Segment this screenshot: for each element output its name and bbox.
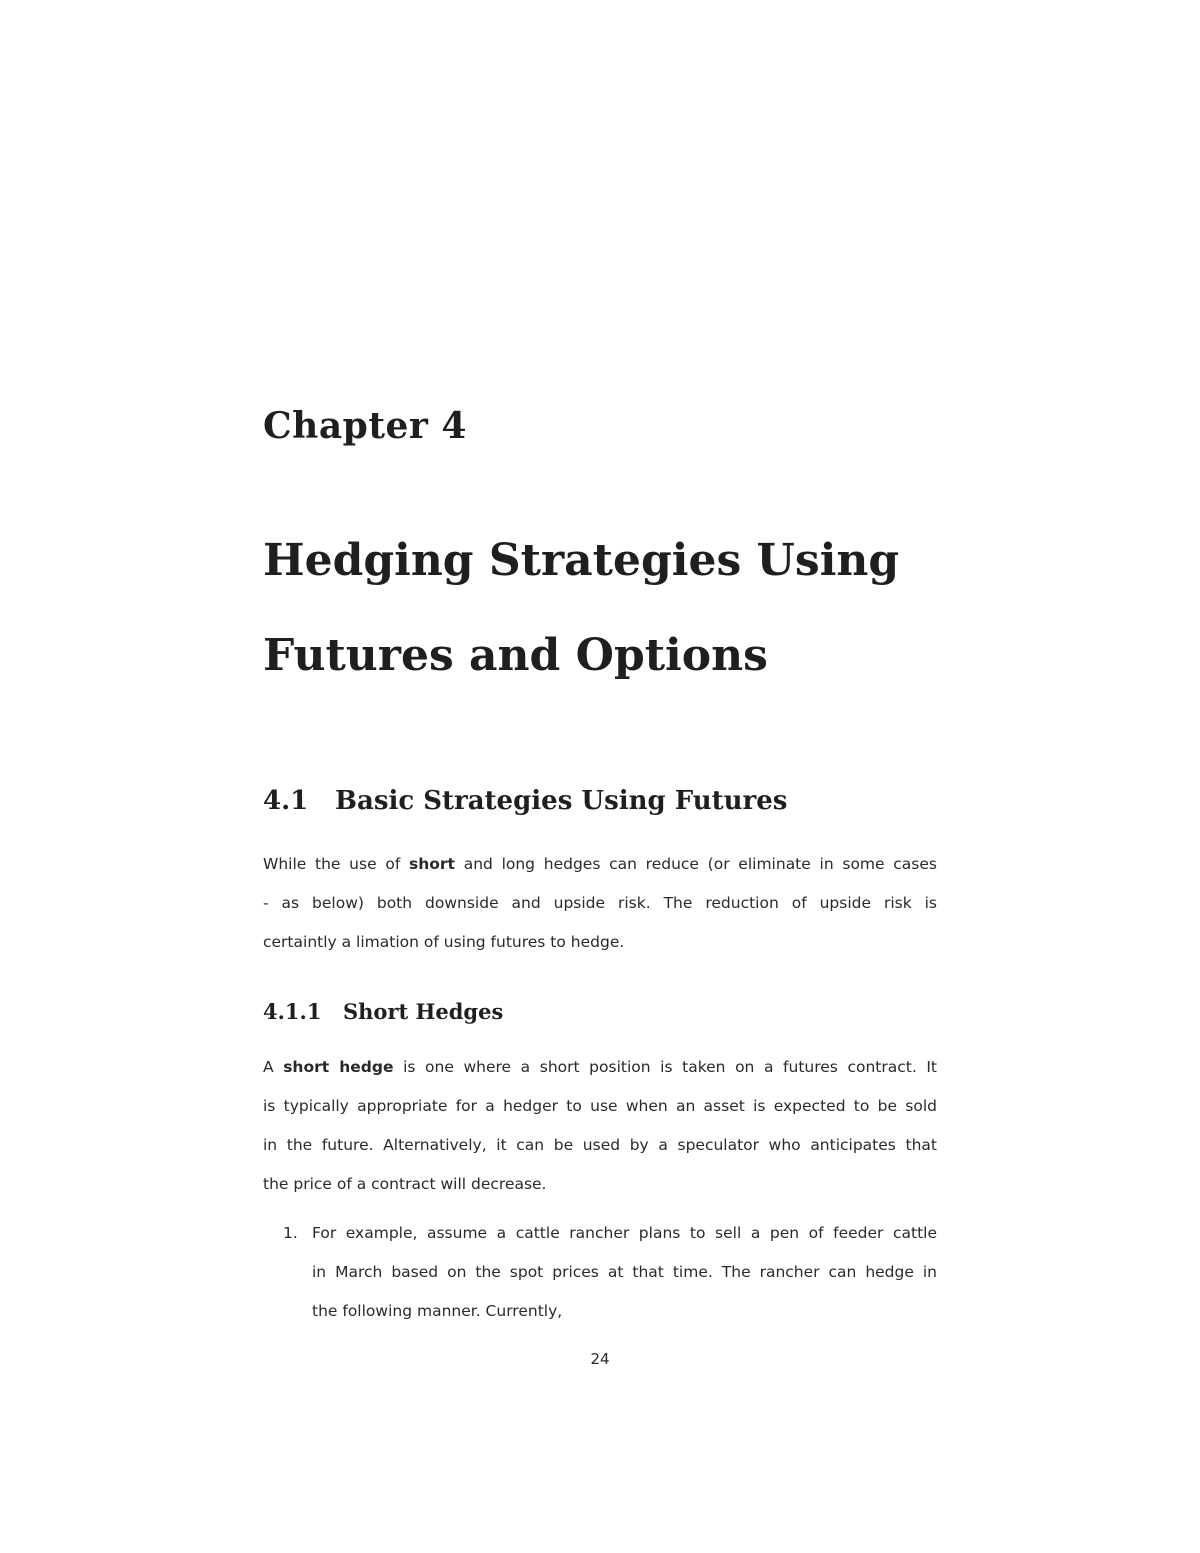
paragraph-line: certaintly a limation of using futures to hedge. [263, 933, 625, 951]
subsection-number: 4.1.1 [263, 999, 322, 1024]
chapter-label: Chapter 4 [263, 405, 467, 447]
section-title: Basic Strategies Using Futures [335, 786, 788, 816]
section-number: 4.1 [263, 786, 309, 816]
paragraph-line: the price of a contract will decrease. [263, 1175, 547, 1193]
page-number: 24 [590, 1350, 610, 1368]
list-item-line: in March based on the spot prices at that time. The rancher can hedge in [312, 1263, 937, 1281]
list-item-body [312, 1214, 937, 1331]
paragraph-line: A short hedge is one where a short position is taken on a futures contract. It [263, 1058, 937, 1076]
paragraph-line: While the use of short and long hedges can reduce (or eliminate in some cases [263, 855, 937, 873]
short-hedge-paragraph [263, 1048, 937, 1204]
list-item-line: the following manner. Currently, [312, 1302, 563, 1320]
paragraph-line: in the future. Alternatively, it can be used by a speculator who anticipates that [263, 1136, 937, 1154]
paragraph-line: is typically appropriate for a hedger to use when an asset is expected to be sold [263, 1097, 937, 1115]
section-intro-paragraph [263, 845, 937, 962]
list-marker: 1. [283, 1224, 298, 1242]
list-item-line: For example, assume a cattle rancher plans to sell a pen of feeder cattle [312, 1224, 937, 1242]
term-short: short [409, 855, 455, 873]
paragraph-line: - as below) both downside and upside risk. The reduction of upside risk is [263, 894, 937, 912]
section-heading [263, 786, 787, 816]
term-short-hedge: short hedge [283, 1058, 394, 1076]
chapter-title-line-2: Futures and Options [263, 630, 768, 681]
subsection-heading [263, 999, 503, 1024]
subsection-title: Short Hedges [343, 999, 504, 1024]
chapter-title-line-1: Hedging Strategies Using [263, 535, 900, 586]
